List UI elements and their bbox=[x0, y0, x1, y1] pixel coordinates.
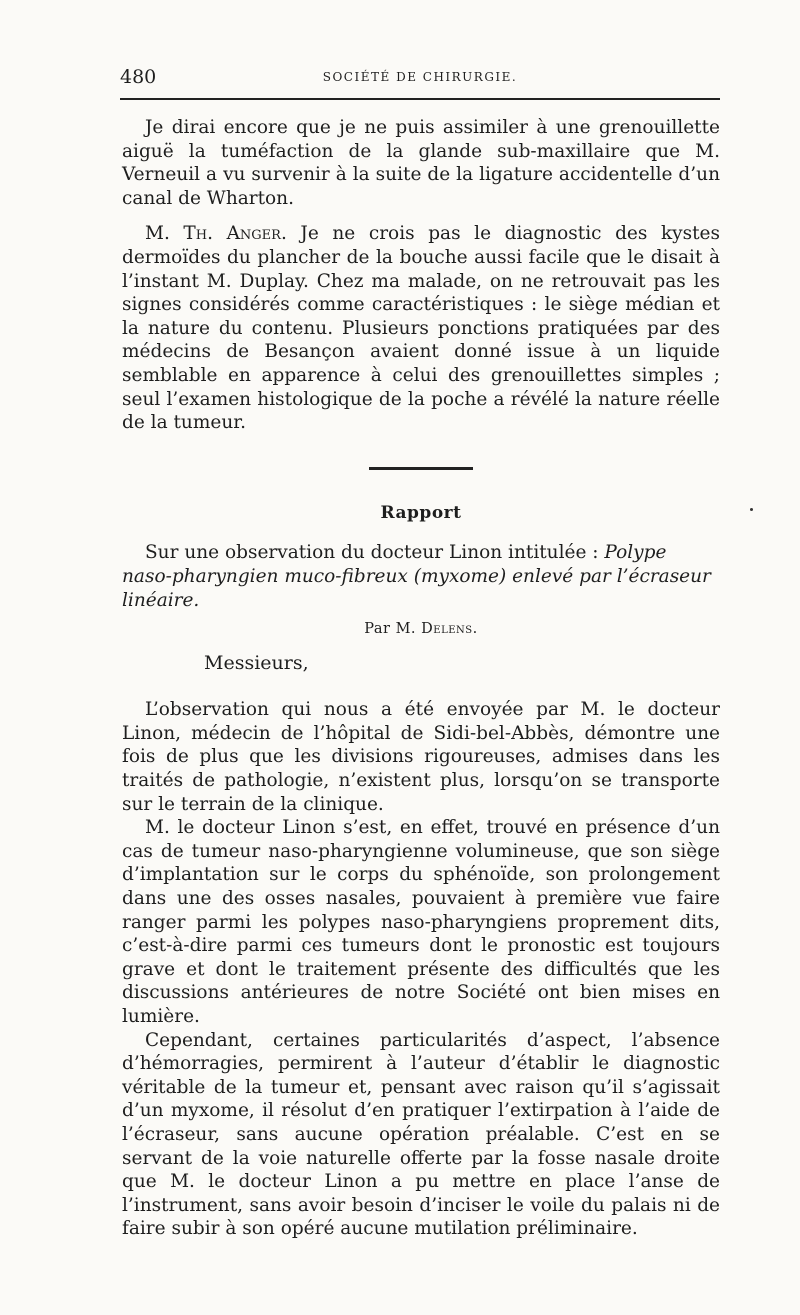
page-header bbox=[120, 66, 720, 90]
stray-mark bbox=[750, 508, 753, 511]
author-name: Delens. bbox=[421, 621, 478, 638]
paragraph: Je dirai encore que je ne puis assimiler à une grenouillette aiguë la tuméfaction de la glande sub-maxillaire que M. Verneuil a vu survenir à la suite de la ligature accidentelle d’un canal de Wharton. bbox=[122, 117, 720, 209]
speaker-name: M. Th. Anger. bbox=[145, 223, 287, 245]
paragraph: L’observation qui nous a été envoyée par M. le docteur Linon, médecin de l’hôpital de Sidi-bel-Abbès, démontre une fois de plus que les divisions rigoureuses, admises dans les traités de pathologie, n’existent plus, lorsqu’on se transporte sur le terrain de la clinique. bbox=[122, 699, 720, 815]
subtitle-text: Sur une observation du docteur Linon intitulée : bbox=[145, 542, 605, 564]
paragraph bbox=[122, 222, 720, 434]
byline bbox=[122, 618, 720, 642]
section-title: Rapport bbox=[380, 502, 462, 523]
report-subtitle bbox=[122, 541, 720, 612]
paragraph: M. le docteur Linon s’est, en effet, trouvé en présence d’un cas de tumeur naso-pharyngienne volumineuse, que son siège d’implantation sur le corps du sphénoïde, son prolongement dans une des osses nasales, pouvaient à première vue faire ranger parmi les polypes naso-pharyngiens proprement dits, c’est-à-dire parmi ces tumeurs dont le pronostic est toujours grave et dont le traitement présente des difficultés que les discussions antérieures de notre Société ont bien mises en lumière. bbox=[122, 817, 720, 1027]
running-head: SOCIÉTÉ DE CHIRURGIE. bbox=[322, 70, 518, 84]
header-rule bbox=[120, 98, 720, 100]
page-number: 480 bbox=[120, 66, 157, 88]
paragraph-text: Je ne crois pas le diagnostic des kystes dermoïdes du plancher de la bouche aussi facile que le disait à l’instant M. Duplay. Chez ma malade, on ne retrouvait pas les signes considérés comme caractéristiques : le siège médian et la nature du contenu. Plusieurs ponctions pratiquées par des médecins de Besançon avaient donné issue à un liquide semblable en apparence à celui des grenouillettes simples ; seul l’examen histologique de la poche a révélé la nature réelle de la tumeur. bbox=[122, 223, 720, 434]
body-text bbox=[122, 116, 720, 1241]
salutation: Messieurs, bbox=[204, 651, 309, 674]
paragraph: Cependant, certaines particularités d’aspect, l’absence d’hémorragies, permirent à l’auteur d’établir le diagnostic véritable de la tumeur et, pensant avec raison qu’il s’agissait d’un myxome, il résolut d’en pratiquer l’extirpation à l’aide de l’écraseur, sans aucune opération préalable. C’est en se servant de la voie naturelle offerte par la fosse nasale droite que M. le docteur Linon a pu mettre en place l’anse de l’instrument, sans avoir besoin d’inciser le voile du palais ni de faire subir à son opéré aucune mutilation préliminaire. bbox=[122, 1029, 720, 1240]
byline-prefix: Par M. bbox=[364, 621, 422, 638]
subtitle-italic: Polype naso-pharyngien muco-fibreux (myxome) enlevé par l’écraseur linéaire. bbox=[122, 542, 711, 611]
